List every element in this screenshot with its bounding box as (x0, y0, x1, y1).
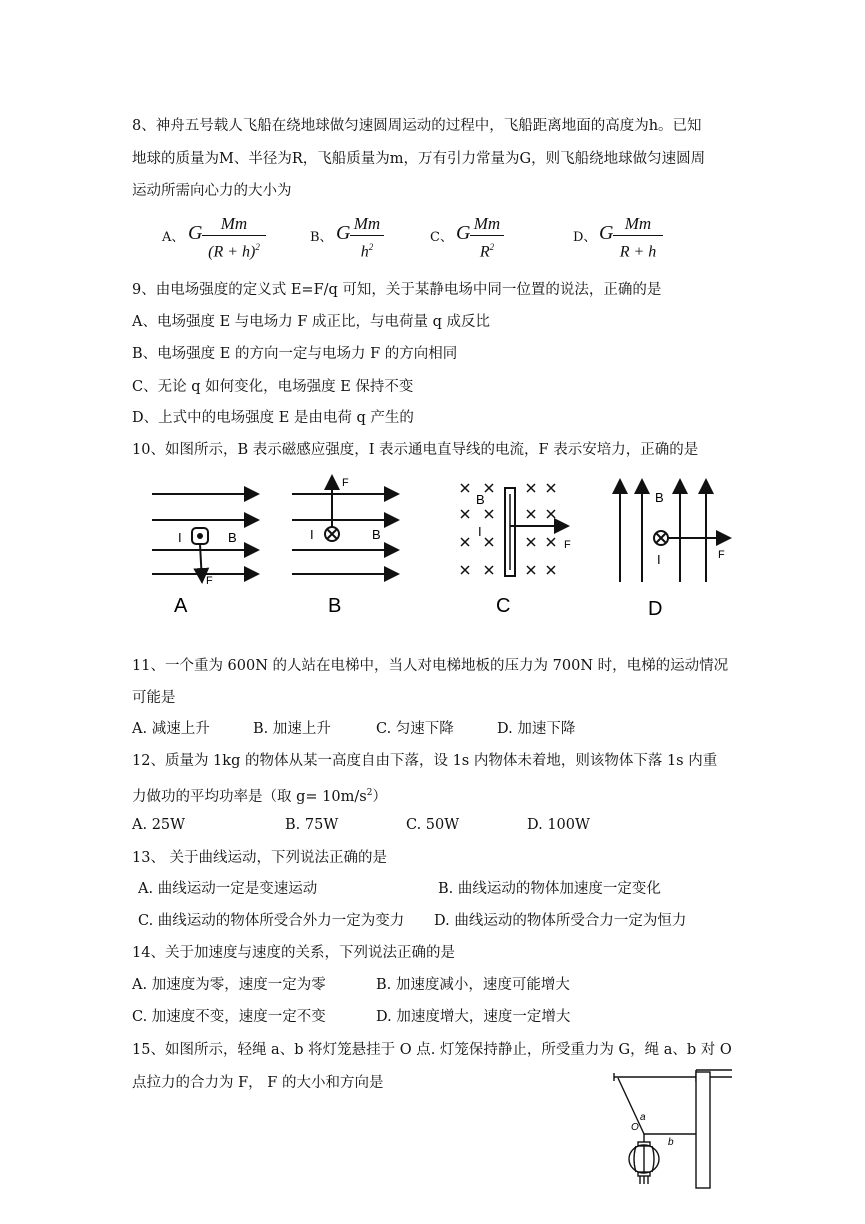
fraction (350, 214, 384, 262)
q12-option-d: D. 100W (527, 817, 590, 833)
q13-option-a: A. 曲线运动一定是变速运动 (138, 881, 318, 897)
figure-c-caption: C (496, 595, 511, 617)
q8-option-c (430, 212, 520, 260)
q13-stem: 13、 关于曲线运动，下列说法正确的是 (132, 850, 388, 866)
option-label: A、 (162, 230, 185, 245)
q13-option-d: D. 曲线运动的物体所受合力一定为恒力 (434, 913, 687, 929)
q8-option-d (573, 212, 683, 260)
q11-option-c: C. 匀速下降 (376, 721, 454, 737)
denominator: $R^2$ (479, 242, 495, 261)
rope-a-label: a (640, 1112, 646, 1123)
fraction-bar (350, 235, 384, 236)
q9-option-c: C、无论 q 如何变化，电场强度 E 保持不变 (132, 379, 414, 395)
q9-option-b: B、电场强度 E 的方向一定与电场力 F 的方向相同 (132, 346, 458, 362)
figure-d-label-f: F (718, 549, 725, 561)
q11-option-a: A. 减速上升 (132, 721, 210, 737)
fraction-bar (470, 235, 504, 236)
q8-line-2: 地球的质量为M、半径为R，飞船质量为m，万有引力常量为G，则飞船绕地球做匀速圆周 (132, 151, 706, 167)
option-label: D、 (573, 230, 597, 245)
q8-option-a (162, 212, 282, 260)
fraction-bar (613, 235, 663, 236)
q14-option-a: A. 加速度为零，速度一定为零 (132, 977, 326, 993)
figure-a-caption: A (174, 595, 188, 617)
q11-line-1: 11、一个重为 600N 的人站在电梯中，当人对电梯地板的压力为 700N 时，电梯的运动情况 (132, 658, 729, 674)
q12-line-2: 力做功的平均功率是（取 $g= 10m/s^2$） (132, 788, 387, 805)
denominator: $(R + h)^2$ (208, 242, 260, 261)
q14-stem: 14、关于加速度与速度的关系，下列说法正确的是 (132, 945, 455, 961)
figure-b-label-f: F (342, 477, 349, 489)
formula-g: G (456, 222, 471, 244)
figure-c-label-i: I (478, 524, 482, 539)
figure-c-label-b: B (476, 492, 485, 507)
q9-option-d: D、上式中的电场强度 E 是由电荷 q 产生的 (132, 410, 414, 426)
q8-option-b (310, 212, 400, 260)
figure-b (292, 476, 398, 574)
figure-d (620, 480, 730, 582)
q9-stem: 9、由电场强度的定义式 E=F/q 可知，关于某静电场中同一位置的说法，正确的是 (132, 282, 662, 298)
numerator: Mm (220, 214, 248, 233)
q12-line-1: 12、质量为 1kg 的物体从某一高度自由下落，设 1s 内物体未着地，则该物体下落 1s 内重 (132, 753, 718, 769)
numerator: Mm (473, 214, 501, 233)
q14-option-b: B. 加速度减小，速度可能增大 (376, 977, 570, 993)
fraction (202, 214, 266, 262)
fraction (470, 214, 504, 262)
q14-option-d: D. 加速度增大，速度一定增大 (376, 1009, 571, 1025)
figure-b-label-i: I (310, 527, 314, 542)
q13-option-b: B. 曲线运动的物体加速度一定变化 (438, 881, 661, 897)
q8-line-1: 8、神舟五号载人飞船在绕地球做匀速圆周运动的过程中，飞船距离地面的高度为h。已知 (132, 118, 702, 134)
q15-line-2: 点拉力的合力为 F， F 的大小和方向是 (132, 1075, 384, 1091)
q12-option-b: B. 75W (285, 817, 339, 833)
formula-g: G (188, 222, 203, 244)
formula-g: G (599, 222, 614, 244)
figure-a-label-i: I (178, 530, 182, 545)
denominator: $h^2$ (360, 242, 374, 261)
fraction-bar (202, 235, 266, 236)
q11-option-d: D. 加速下降 (497, 721, 576, 737)
figure-c-label-f: F (564, 539, 571, 551)
numerator: Mm (353, 214, 381, 233)
q11-option-b: B. 加速上升 (253, 721, 331, 737)
formula-g: G (336, 222, 351, 244)
q15-figure (604, 1064, 770, 1190)
q15-line-1: 15、如图所示，轻绳 a、b 将灯笼悬挂于 O 点. 灯笼保持静止，所受重力为 G，绳 a、b 对 O (132, 1042, 732, 1058)
q11-line-2: 可能是 (132, 690, 176, 706)
option-label: B、 (310, 230, 333, 245)
point-o-label: O (631, 1122, 639, 1133)
figure-d-label-b: B (655, 490, 664, 505)
numerator: Mm (624, 214, 652, 233)
q13-option-c: C. 曲线运动的物体所受合外力一定为变力 (138, 913, 405, 929)
option-label: C、 (430, 230, 453, 245)
q9-option-a: A、电场强度 E 与电场力 F 成正比，与电荷量 q 成反比 (132, 314, 491, 330)
q12-option-c: C. 50W (406, 817, 460, 833)
q8-line-3: 运动所需向心力的大小为 (132, 183, 292, 199)
q14-option-c: C. 加速度不变，速度一定不变 (132, 1009, 326, 1025)
q10-stem: 10、如图所示，B 表示磁感应强度，I 表示通电直导线的电流，F 表示安培力，正确的是 (132, 442, 699, 458)
figure-a (152, 494, 258, 582)
figure-d-caption: D (648, 598, 663, 620)
figure-a-label-b: B (228, 530, 237, 545)
figure-d-label-i: I (657, 552, 661, 567)
figure-a-label-f: F (206, 575, 213, 587)
q10-figure (140, 470, 740, 630)
q12-option-a: A. 25W (132, 817, 186, 833)
figure-b-caption: B (328, 595, 342, 617)
denominator: R + h (619, 243, 657, 261)
fraction (613, 214, 663, 262)
figure-b-label-b: B (372, 527, 381, 542)
rope-b-label: b (668, 1137, 674, 1148)
